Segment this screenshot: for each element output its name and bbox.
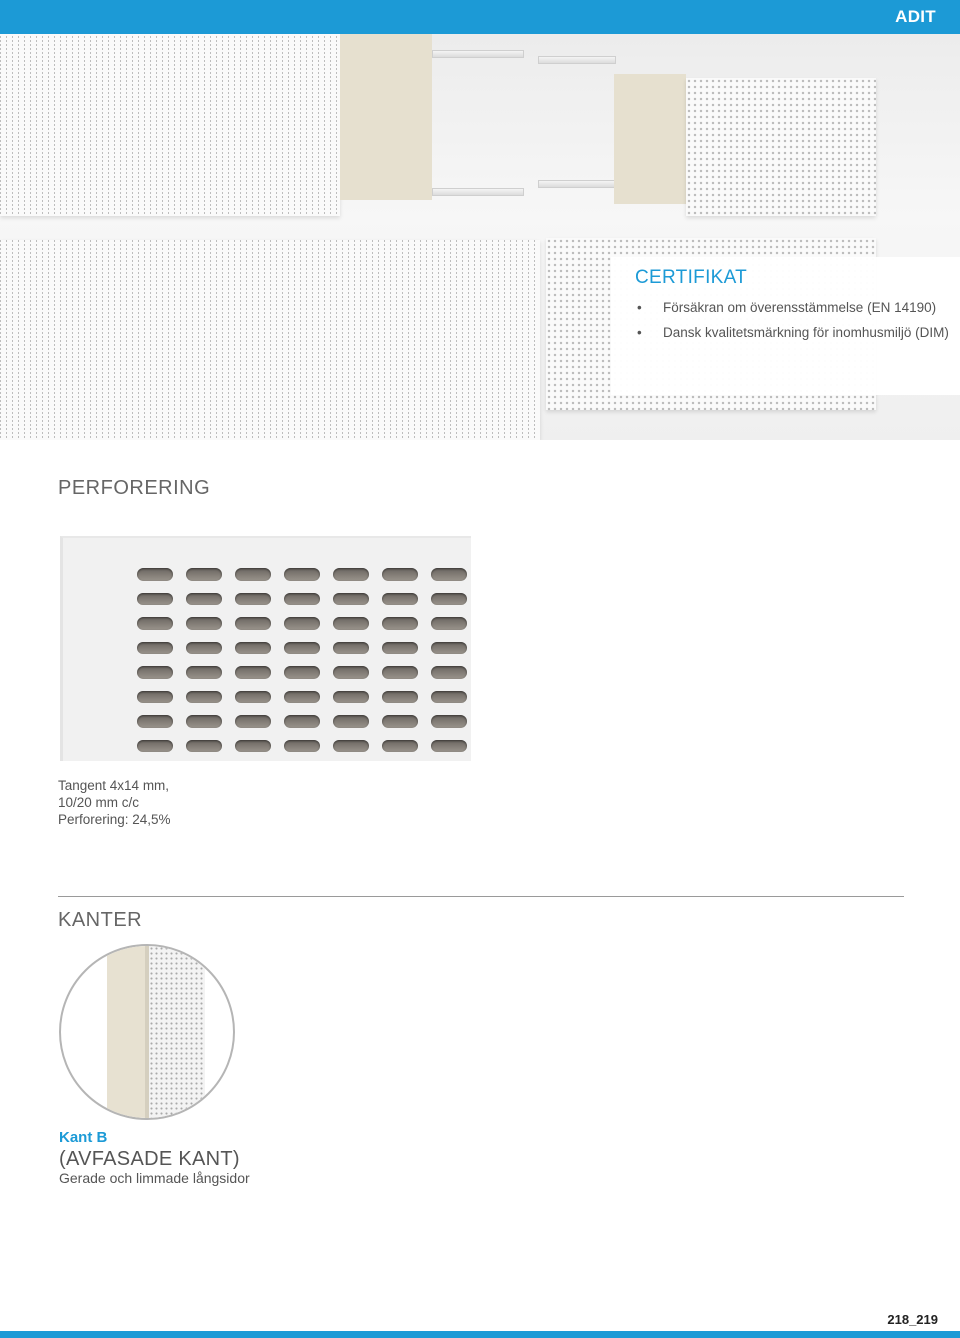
certificate-title: CERTIFIKAT: [635, 267, 748, 288]
perforation-slot: [382, 715, 418, 728]
perforation-slot: [186, 740, 222, 753]
slot-grid: [137, 568, 467, 752]
perforation-slot: [137, 617, 173, 630]
perforation-slot: [382, 666, 418, 679]
edge-type: (AVFASADE KANT): [59, 1148, 240, 1170]
perforation-slot: [431, 593, 467, 606]
perforation-slot: [382, 740, 418, 753]
perforation-slot: [137, 593, 173, 606]
perforation-slot: [137, 666, 173, 679]
perforation-slot: [333, 642, 369, 655]
perforation-slot: [235, 666, 271, 679]
perforation-slot: [186, 617, 222, 630]
ceiling-panel: [0, 34, 340, 216]
perforation-slot: [235, 642, 271, 655]
perforation-slot: [235, 740, 271, 753]
mounting-rail: [432, 188, 524, 196]
perforation-slot: [431, 740, 467, 753]
ceiling-panel: [0, 240, 540, 440]
perforation-slot: [284, 593, 320, 606]
perforation-slot: [235, 593, 271, 606]
certificate-list: [635, 295, 955, 345]
perforation-image: [60, 536, 471, 761]
section-divider: [58, 896, 904, 897]
perforation-slot: [186, 593, 222, 606]
hero-image: [0, 34, 960, 440]
perforation-slot: [137, 568, 173, 581]
perforation-slot: [284, 642, 320, 655]
edge-perforated-face: [149, 946, 205, 1120]
panel-edge-beige: [340, 34, 432, 200]
ceiling-panel: [686, 78, 876, 216]
perforation-slot: [235, 715, 271, 728]
panel-edge-beige: [614, 74, 686, 204]
perforation-slot: [382, 642, 418, 655]
perforation-slot: [431, 642, 467, 655]
perforation-slot: [235, 568, 271, 581]
perforation-slot: [382, 593, 418, 606]
perforation-slot: [382, 617, 418, 630]
edge-detail-image: [59, 944, 235, 1120]
mounting-rail: [432, 50, 524, 58]
perforation-slot: [186, 715, 222, 728]
perforation-caption-line: Perforering: 24,5%: [58, 812, 171, 827]
perforation-slot: [333, 568, 369, 581]
edges-heading: KANTER: [58, 909, 143, 931]
perforation-slot: [333, 666, 369, 679]
certificate-item: • Dansk kvalitetsmärkning för inomhusmiljö (DIM): [635, 320, 955, 345]
perforation-slot: [431, 666, 467, 679]
perforation-slot: [431, 715, 467, 728]
perforation-caption-line: 10/20 mm c/c: [58, 795, 140, 810]
perforation-slot: [186, 691, 222, 704]
perforation-slot: [137, 691, 173, 704]
perforation-slot: [333, 715, 369, 728]
perforation-slot: [186, 568, 222, 581]
perforation-slot: [137, 740, 173, 753]
edge-core-beige: [107, 946, 149, 1120]
perforation-slot: [333, 740, 369, 753]
perforation-caption-line: Tangent 4x14 mm,: [58, 778, 170, 793]
perforation-slot: [382, 691, 418, 704]
perforation-slot: [235, 691, 271, 704]
mounting-rail: [538, 180, 616, 188]
edge-name: Kant B: [59, 1129, 108, 1146]
perforation-heading: PERFORERING: [58, 477, 211, 499]
mounting-rail: [538, 56, 616, 64]
perforation-slot: [186, 642, 222, 655]
bottom-accent-bar: [0, 1331, 960, 1338]
perforation-slot: [382, 568, 418, 581]
perforation-slot: [235, 617, 271, 630]
perforation-slot: [284, 691, 320, 704]
perforation-slot: [431, 568, 467, 581]
top-accent-bar: [0, 0, 960, 34]
perforation-caption: [58, 777, 171, 828]
perforation-slot: [284, 568, 320, 581]
perforation-slot: [137, 642, 173, 655]
perforation-slot: [284, 666, 320, 679]
edge-description: Gerade och limmade långsidor: [59, 1170, 250, 1186]
page-number: 218_219: [887, 1312, 938, 1327]
brand-label: ADIT: [895, 7, 936, 26]
perforation-slot: [431, 617, 467, 630]
perforation-slot: [333, 691, 369, 704]
perforation-slot: [333, 593, 369, 606]
certificate-box: [611, 257, 960, 395]
perforation-slot: [333, 617, 369, 630]
perforation-slot: [284, 617, 320, 630]
perforation-slot: [284, 715, 320, 728]
perforation-slot: [137, 715, 173, 728]
perforation-slot: [431, 691, 467, 704]
certificate-item: • Försäkran om överensstämmelse (EN 14190): [635, 295, 955, 320]
perforation-slot: [284, 740, 320, 753]
perforation-slot: [186, 666, 222, 679]
